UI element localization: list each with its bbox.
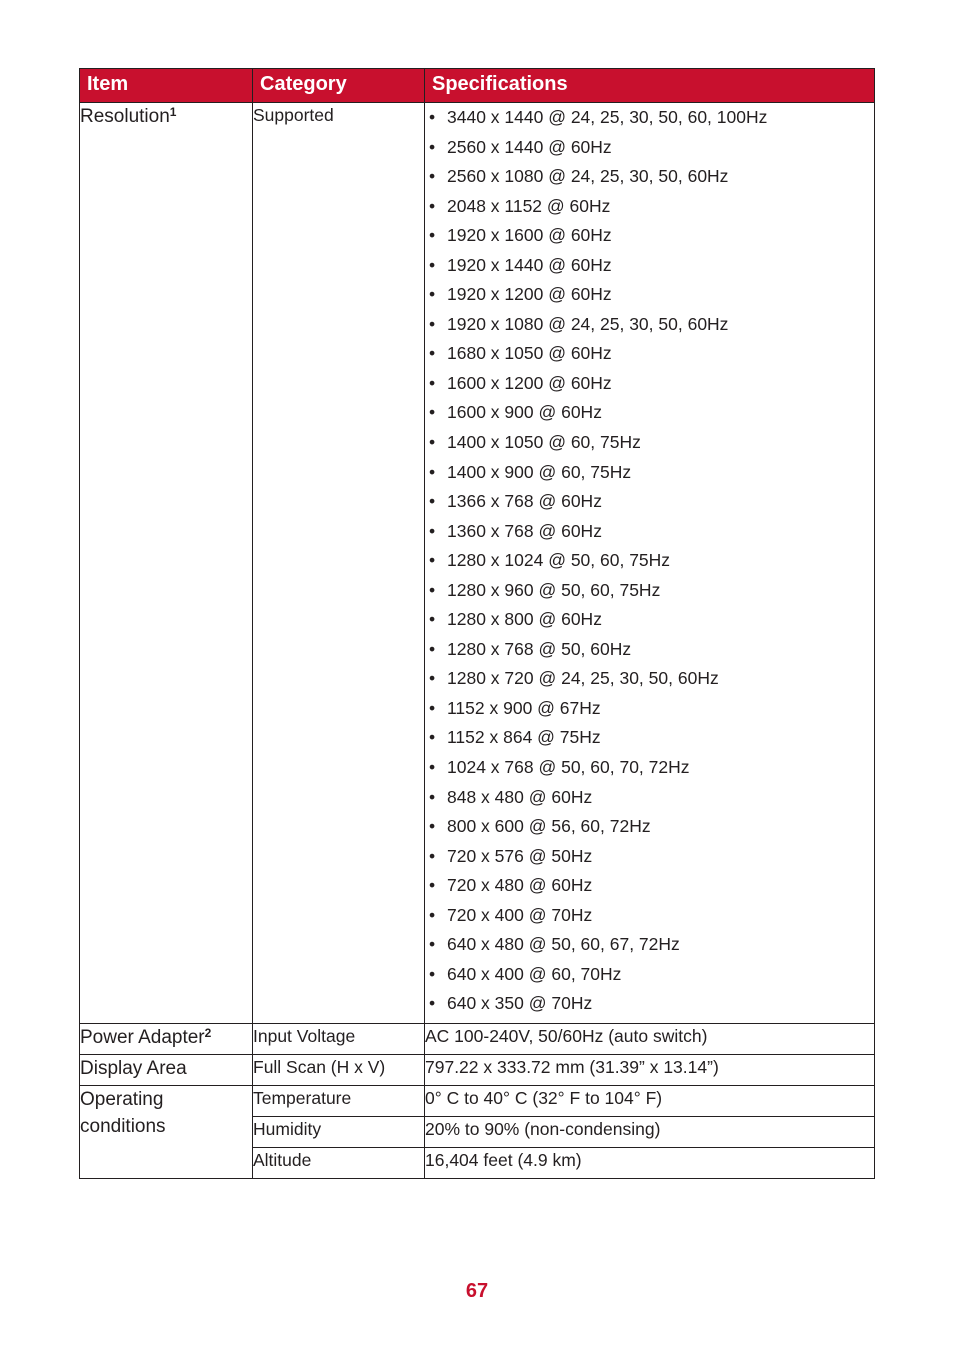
resolution-list-item: • 1920 x 1440 @ 60Hz — [425, 251, 874, 281]
resolution-list-item: • 1680 x 1050 @ 60Hz — [425, 339, 874, 369]
resolution-list-item: • 1920 x 1200 @ 60Hz — [425, 280, 874, 310]
resolution-list-item: • 1280 x 1024 @ 50, 60, 75Hz — [425, 546, 874, 576]
resolution-list-item: • 1280 x 720 @ 24, 25, 30, 50, 60Hz — [425, 664, 874, 694]
altitude-value: 16,404 feet (4.9 km) — [425, 1147, 875, 1178]
resolution-list-item: • 1400 x 1050 @ 60, 75Hz — [425, 428, 874, 458]
display-category: Full Scan (H x V) — [253, 1054, 425, 1085]
resolution-item-cell — [80, 103, 253, 1024]
header-specifications: Specifications — [425, 69, 875, 103]
resolution-list-item: • 1280 x 768 @ 50, 60Hz — [425, 635, 874, 665]
resolution-list-item: • 2560 x 1080 @ 24, 25, 30, 50, 60Hz — [425, 162, 874, 192]
resolution-list-item: • 1400 x 900 @ 60, 75Hz — [425, 458, 874, 488]
resolution-list-item: • 1280 x 960 @ 50, 60, 75Hz — [425, 576, 874, 606]
resolution-list-item: • 640 x 480 @ 50, 60, 67, 72Hz — [425, 930, 874, 960]
resolution-item-label: Resolution — [80, 106, 170, 127]
humidity-category: Humidity — [253, 1116, 425, 1147]
power-value: AC 100-240V, 50/60Hz (auto switch) — [425, 1023, 875, 1054]
resolution-list-item: • 1600 x 1200 @ 60Hz — [425, 369, 874, 399]
display-value: 797.22 x 333.72 mm (31.39” x 13.14”) — [425, 1054, 875, 1085]
resolution-list-item: • 720 x 400 @ 70Hz — [425, 901, 874, 931]
temperature-value: 0° C to 40° C (32° F to 104° F) — [425, 1085, 875, 1116]
resolution-list-item: • 1152 x 900 @ 67Hz — [425, 694, 874, 724]
power-item-cell — [80, 1023, 253, 1054]
altitude-category: Altitude — [253, 1147, 425, 1178]
footnote-marker: 1 — [169, 105, 177, 119]
resolution-list-item: • 800 x 600 @ 56, 60, 72Hz — [425, 812, 874, 842]
resolution-list-item: • 2048 x 1152 @ 60Hz — [425, 192, 874, 222]
resolution-list-item: • 1024 x 768 @ 50, 60, 70, 72Hz — [425, 753, 874, 783]
resolution-list-item: • 1152 x 864 @ 75Hz — [425, 723, 874, 753]
resolution-list — [425, 103, 874, 1023]
resolution-category: Supported — [253, 103, 425, 1024]
resolution-list-item: • 720 x 480 @ 60Hz — [425, 871, 874, 901]
display-item: Display Area — [80, 1054, 253, 1085]
humidity-value: 20% to 90% (non-condensing) — [425, 1116, 875, 1147]
resolution-values-cell — [425, 103, 875, 1024]
header-item: Item — [80, 69, 253, 103]
page-number: 67 — [465, 1280, 489, 1302]
resolution-list-item: • 640 x 350 @ 70Hz — [425, 989, 874, 1019]
footnote-marker: 2 — [204, 1025, 212, 1040]
resolution-list-item: • 1920 x 1080 @ 24, 25, 30, 50, 60Hz — [425, 310, 874, 340]
table-row-resolution — [80, 103, 875, 1024]
power-category: Input Voltage — [253, 1023, 425, 1054]
resolution-list-item: • 1280 x 800 @ 60Hz — [425, 605, 874, 635]
table-row-temperature — [80, 1085, 875, 1116]
resolution-list-item: • 1360 x 768 @ 60Hz — [425, 517, 874, 547]
operating-item: Operating conditions — [80, 1085, 253, 1178]
resolution-list-item: • 640 x 400 @ 60, 70Hz — [425, 960, 874, 990]
resolution-list-item: • 1366 x 768 @ 60Hz — [425, 487, 874, 517]
table-row-power — [80, 1023, 875, 1054]
resolution-list-item: • 2560 x 1440 @ 60Hz — [425, 133, 874, 163]
table-row-display — [80, 1054, 875, 1085]
resolution-list-item: • 1600 x 900 @ 60Hz — [425, 398, 874, 428]
resolution-list-item: • 1920 x 1600 @ 60Hz — [425, 221, 874, 251]
power-item-label: Power Adapter — [80, 1026, 205, 1048]
resolution-list-item: • 720 x 576 @ 50Hz — [425, 842, 874, 872]
temperature-category: Temperature — [253, 1085, 425, 1116]
resolution-list-item: • 848 x 480 @ 60Hz — [425, 783, 874, 813]
specifications-table — [79, 68, 875, 1179]
resolution-list-item: • 3440 x 1440 @ 24, 25, 30, 50, 60, 100Hz — [425, 103, 874, 133]
header-category: Category — [253, 69, 425, 103]
table-header-row — [80, 69, 875, 103]
